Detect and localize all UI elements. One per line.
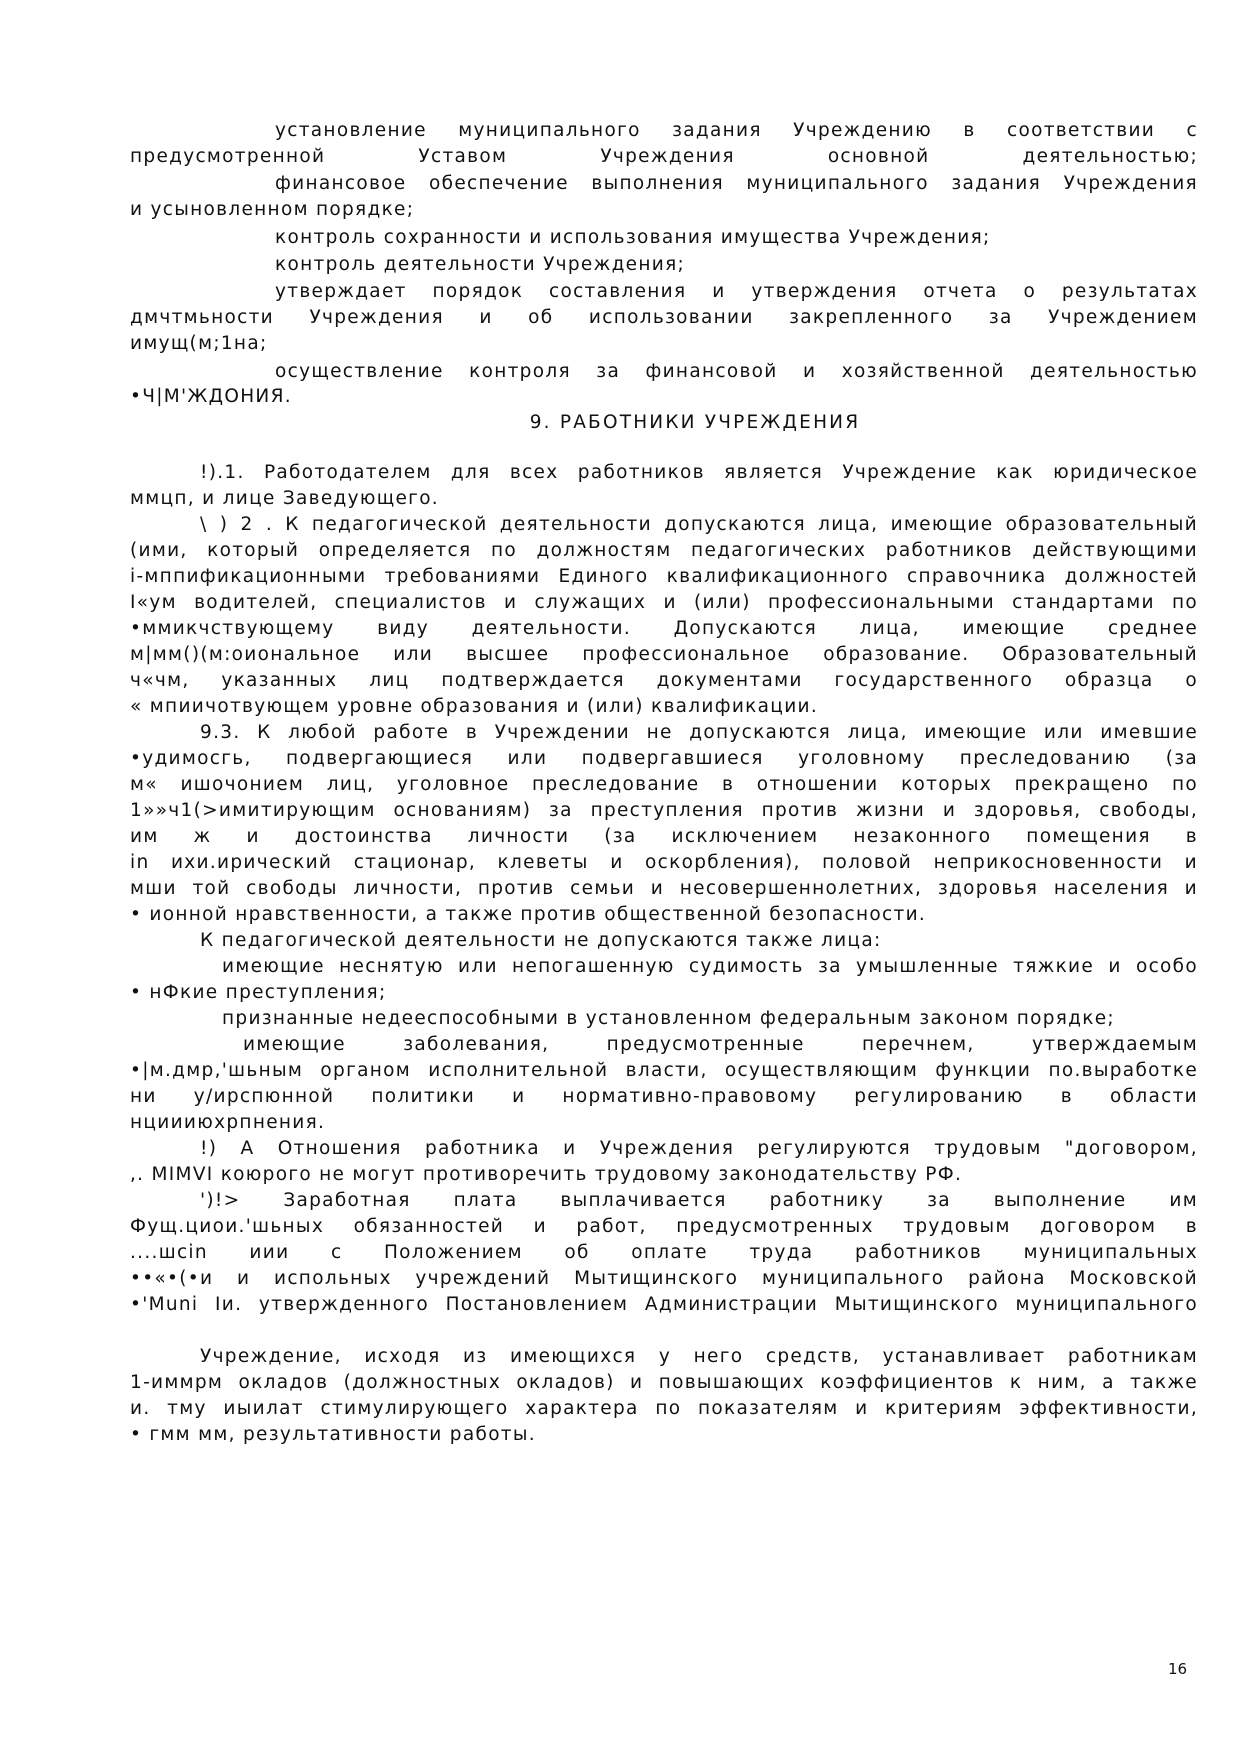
text-line: 1-иммрм окладов (должностных окладов) и повышающих коэффициентов к ним, а также [130, 1372, 1198, 1393]
text-line: 1»»ч1(>имитирующим основаниям) за преступления против жизни и здоровья, свободы, [130, 800, 1198, 821]
text-line: ,. MIMVI коюрого не могут противоречить трудовому законодательству РФ. [130, 1164, 963, 1185]
text-line: Фущ.циои.'шьных обязанностей и работ, предусмотренных трудовым договором в [130, 1216, 1198, 1237]
text-line: им ж и достоинства личности (за исключением незаконного помещения в [130, 826, 1198, 847]
text-line: !).1. Работодателем для всех работников является Учреждение как юридическое [200, 462, 1198, 483]
text-line: имущ(м;1на; [130, 333, 268, 354]
text-line: и усыновленном порядке; [130, 199, 415, 220]
text-line: ч«чм, указанных лиц подтверждается документами государственного образца о [130, 670, 1198, 691]
text-line: • нФкие преступления; [130, 982, 387, 1003]
text-line: •'Muni Iи. утвержденного Постановлением Администрации Мытищинского муниципального [130, 1294, 1198, 1315]
text-line: •|м.дмр,'шьным органом исполнительной власти, осуществляющим функции по.выработке [130, 1060, 1198, 1081]
text-line: • гмм мм, результативности работы. [130, 1424, 536, 1445]
text-line: •Ч|М'ЖДОНИЯ. [130, 386, 292, 407]
text-line: Учреждение, исходя из имеющихся у него средств, устанавливает работникам [200, 1346, 1198, 1367]
text-line: К педагогической деятельности не допускаются также лица: [200, 930, 882, 951]
text-line: нциииюхрпнения. [130, 1112, 326, 1133]
text-line: i-мппификационными требованиями Единого квалификационного справочника должностей [130, 566, 1198, 587]
text-line: м« ишочонием лиц, уголовное преследование в отношении которых прекращено по [130, 774, 1198, 795]
text-line: ни у/ирспюнной политики и нормативно-правовому регулированию в области [130, 1086, 1198, 1107]
text-line: финансовое обеспечение выполнения муниципального задания Учреждения [275, 173, 1198, 194]
text-line: мши той свободы личности, против семьи и несовершеннолетних, здоровья населения и [130, 878, 1198, 899]
text-line: м|мм()(м:оиональное или высшее профессиональное образование. Образовательный [130, 644, 1198, 665]
text-line: дмчтмьности Учреждения и об использовании закрепленного за Учреждением [130, 307, 1198, 328]
text-line: утверждает порядок составления и утверждения отчета о результатах [275, 281, 1198, 302]
text-line: признанные недееспособными в установленном федеральным законом порядке; [222, 1008, 1115, 1029]
text-line: имеющие неснятую или непогашенную судимость за умышленные тяжкие и особо [222, 956, 1198, 977]
text-line: и. тму иыилат стимулирующего характера по показателям и критериям эффективности, [130, 1398, 1198, 1419]
page-number: 16 [1168, 1660, 1188, 1678]
text-line: имеющие заболевания, предусмотренные перечнем, утверждаемым [243, 1034, 1198, 1055]
text-line: ммцп, и лице Заведующего. [130, 488, 439, 509]
text-line: \ ) 2 . К педагогической деятельности допускаются лица, имеющие образовательный [200, 514, 1198, 535]
text-line: контроль сохранности и использования имущества Учреждения; [275, 227, 991, 248]
text-line: осуществление контроля за финансовой и хозяйственной деятельностью [275, 361, 1198, 382]
text-line: ....шcin иии с Положением об оплате труда работников муниципальных [130, 1242, 1198, 1263]
text-line: •ммикчствующему виду деятельности. Допускаются лица, имеющие среднее [130, 618, 1198, 639]
text-line: I«ум водителей, специалистов и служащих и (или) профессиональными стандартами по [130, 592, 1198, 613]
text-line: (ими, который определяется по должностям педагогических работников действующими [130, 540, 1198, 561]
text-line: 9.3. К любой работе в Учреждении не допускаются лица, имеющие или имевшие [200, 722, 1198, 743]
text-line: ')!> Заработная плата выплачивается работнику за выполнение им [200, 1190, 1198, 1211]
text-line: !) А Отношения работника и Учреждения регулируются трудовым "договором, [200, 1138, 1198, 1159]
text-line: ••«•(•и и испольных учреждений Мытищинского муниципального района Московской [130, 1268, 1198, 1289]
text-line: контроль деятельности Учреждения; [275, 254, 686, 275]
text-line: in ихи.ирический стационар, клеветы и оскорбления), половой неприкосновенности и [130, 852, 1198, 873]
section-heading: 9. РАБОТНИКИ УЧРЕЖДЕНИЯ [529, 412, 861, 433]
text-line: предусмотренной Уставом Учреждения основной деятельностью; [130, 146, 1198, 167]
text-line: • ионной нравственности, а также против общественной безопасности. [130, 904, 927, 925]
text-line: « мпиичотвующем уровне образования и (или) квалификации. [130, 696, 819, 717]
text-line: •удимосгь, подвергающиеся или подвергавшиеся уголовному преследованию (за [130, 748, 1198, 769]
text-line: установление муниципального задания Учреждению в соответствии с [275, 120, 1198, 141]
